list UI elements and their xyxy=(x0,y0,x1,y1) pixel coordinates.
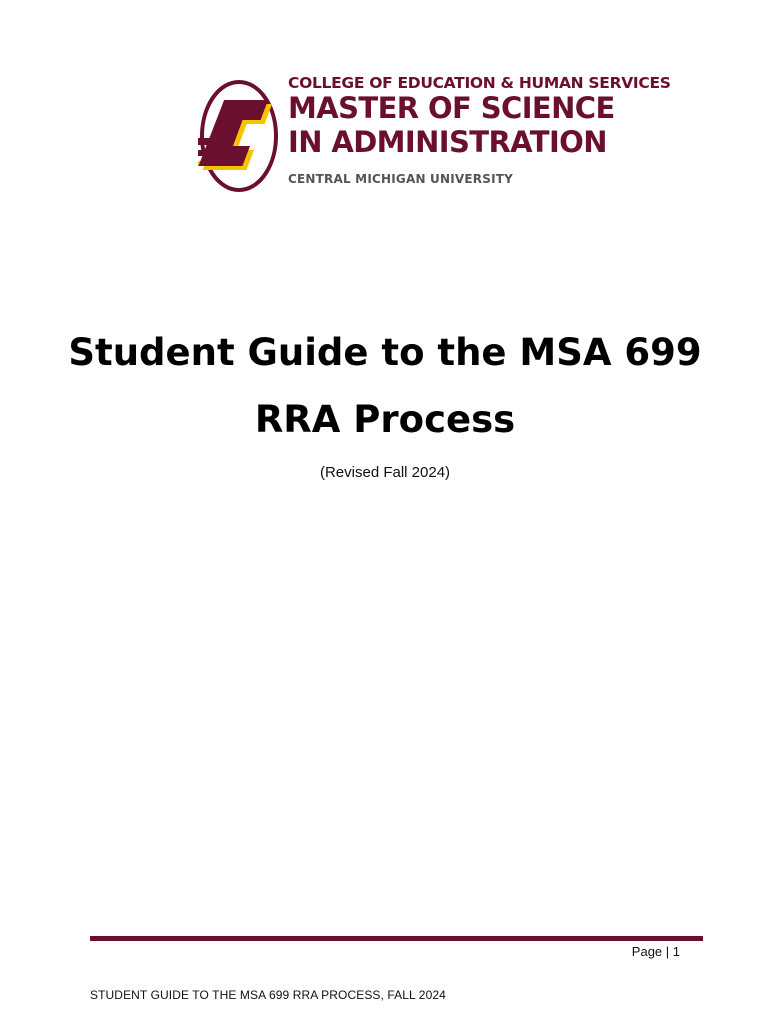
footer-divider xyxy=(90,936,703,941)
logo-college-name: COLLEGE OF EDUCATION & HUMAN SERVICES xyxy=(288,74,671,92)
logo-program-line2: IN ADMINISTRATION xyxy=(288,125,607,159)
logo-program-line1: MASTER OF SCIENCE xyxy=(288,91,615,125)
page-number: Page | 1 xyxy=(631,944,680,959)
document-title-line2: RRA Process xyxy=(254,398,516,441)
logo-university-name: CENTRAL MICHIGAN UNIVERSITY xyxy=(288,172,514,186)
document-title-line1: Student Guide to the MSA 699 xyxy=(68,331,702,374)
cmu-msa-logo xyxy=(198,70,671,200)
footer-running-title: STUDENT GUIDE TO THE MSA 699 RRA PROCESS, FALL 2024 xyxy=(90,988,446,1002)
cmu-action-c-icon xyxy=(198,78,280,194)
revision-note: (Revised Fall 2024) xyxy=(319,464,451,481)
